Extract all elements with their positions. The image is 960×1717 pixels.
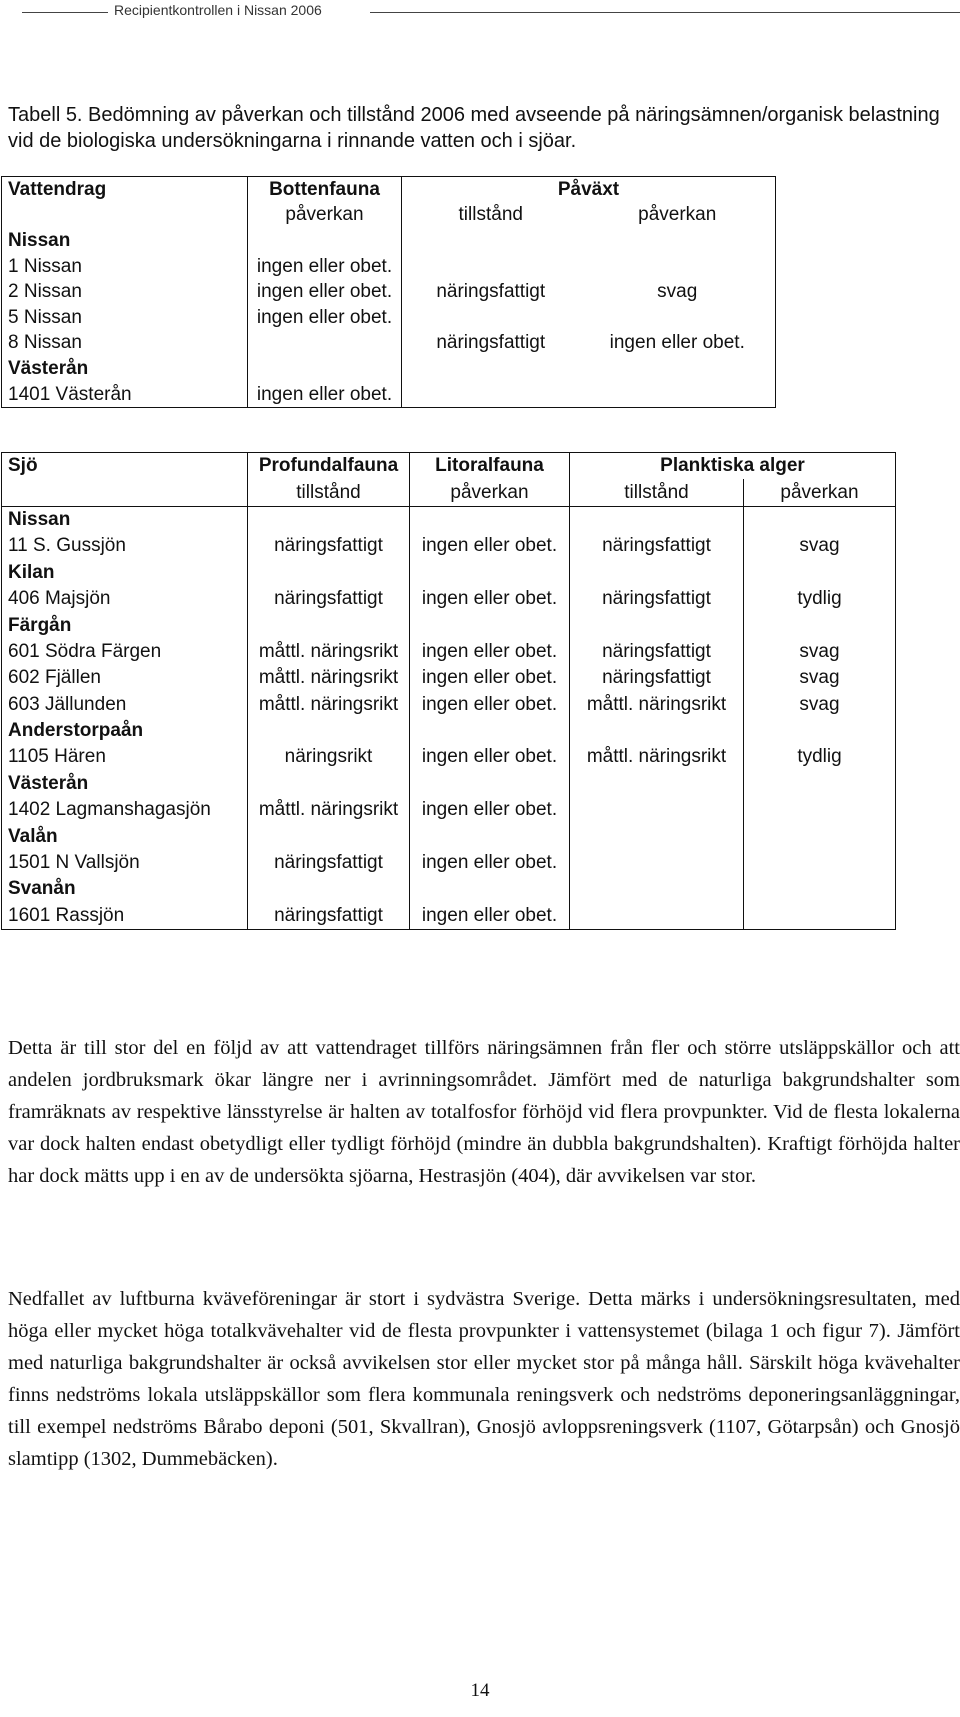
cell-plankt-tillstand — [570, 506, 744, 533]
cell-litoral-paverkan — [410, 876, 570, 902]
cell-litoral-paverkan: ingen eller obet. — [410, 903, 570, 930]
cell-plankt-tillstand — [570, 612, 744, 638]
cell-profundal-tillstand — [248, 718, 410, 744]
cell-litoral-paverkan: ingen eller obet. — [410, 744, 570, 770]
table-header-row — [2, 177, 776, 203]
cell-pavaxt-paverkan — [580, 356, 776, 382]
cell-plankt-paverkan — [744, 506, 896, 533]
table-row — [2, 692, 896, 718]
cell-profundal-tillstand: näringsfattigt — [248, 586, 410, 612]
row-label: Svanån — [2, 876, 248, 902]
row-label: Anderstorpaån — [2, 718, 248, 744]
cell-plankt-tillstand — [570, 797, 744, 823]
cell-bottenfauna-paverkan: ingen eller obet. — [248, 382, 402, 408]
cell-profundal-tillstand — [248, 823, 410, 849]
table-group-row — [2, 823, 896, 849]
cell-pavaxt-tillstand: näringsfattigt — [436, 332, 546, 354]
cell-pavaxt-tillstand — [402, 305, 580, 331]
cell-litoral-paverkan: ingen eller obet. — [410, 665, 570, 691]
cell-plankt-paverkan — [744, 612, 896, 638]
cell-litoral-paverkan: ingen eller obet. — [410, 797, 570, 823]
header-sjo: Sjö — [2, 453, 248, 480]
cell-plankt-tillstand — [570, 876, 744, 902]
table-row — [2, 533, 896, 559]
row-label: 602 Fjällen — [2, 665, 248, 691]
cell-pavaxt-paverkan — [580, 254, 776, 280]
cell-plankt-paverkan — [744, 903, 896, 930]
table-row — [2, 382, 776, 408]
cell-pavaxt-paverkan: svag — [657, 281, 698, 303]
cell-pavaxt-tillstand — [402, 382, 580, 408]
cell-profundal-tillstand: måttl. näringsrikt — [248, 639, 410, 665]
subheader-pavaxt-paverkan: påverkan — [638, 204, 717, 226]
table-group-row — [2, 506, 896, 533]
cell-plankt-tillstand: måttl. näringsrikt — [570, 692, 744, 718]
cell-plankt-paverkan: svag — [799, 693, 840, 715]
table-row — [2, 254, 776, 280]
cell-bottenfauna-paverkan — [248, 356, 402, 382]
table-group-row — [2, 356, 776, 382]
cell-litoral-paverkan: ingen eller obet. — [410, 850, 570, 876]
cell-plankt-paverkan: svag — [799, 667, 840, 689]
cell-pavaxt-tillstand — [402, 356, 580, 382]
cell-litoral-paverkan: ingen eller obet. — [410, 533, 570, 559]
row-label: 601 Södra Färgen — [2, 639, 248, 665]
cell-profundal-tillstand — [248, 771, 410, 797]
row-label: 5 Nissan — [2, 305, 248, 331]
table-row — [2, 797, 896, 823]
cell-plankt-paverkan — [744, 850, 896, 876]
row-label: Västerån — [2, 356, 248, 382]
subheader-plankt-tillstand: tillstånd — [570, 479, 744, 506]
cell-plankt-paverkan — [744, 718, 896, 744]
cell-pavaxt-paverkan — [580, 305, 776, 331]
table-row — [2, 639, 896, 665]
row-label: 1 Nissan — [2, 254, 248, 280]
header-planktiska-alger: Planktiska alger — [660, 455, 805, 477]
table-group-row — [2, 560, 896, 586]
cell-plankt-paverkan: tydlig — [797, 746, 842, 768]
cell-plankt-paverkan — [744, 560, 896, 586]
cell-plankt-tillstand: näringsfattigt — [570, 533, 744, 559]
cell-plankt-paverkan: svag — [799, 640, 840, 662]
table-caption: Tabell 5. Bedömning av påverkan och tillstånd 2006 med avseende på näringsämnen/organisk belastning vid de biologiska undersökningarna i rinnande vatten och i sjöar. — [8, 104, 940, 152]
cell-pavaxt-tillstand — [402, 254, 580, 280]
subheader-empty — [2, 203, 248, 229]
row-label: 1601 Rassjön — [2, 903, 248, 930]
cell-bottenfauna-paverkan — [248, 331, 402, 357]
table-row — [2, 279, 776, 305]
cell-plankt-tillstand — [570, 850, 744, 876]
cell-profundal-tillstand: näringsfattigt — [248, 533, 410, 559]
cell-litoral-paverkan — [410, 771, 570, 797]
row-label: 1402 Lagmanshagasjön — [2, 797, 248, 823]
row-label: Färgån — [2, 612, 248, 638]
cell-plankt-tillstand: näringsfattigt — [570, 665, 744, 691]
table-group-row — [2, 612, 896, 638]
subheader-plankt-paverkan: påverkan — [744, 479, 896, 506]
subheader-profundal-tillstand: tillstånd — [248, 479, 410, 506]
row-label: 406 Majsjön — [2, 586, 248, 612]
row-label: Nissan — [2, 228, 248, 254]
cell-plankt-paverkan: tydlig — [797, 588, 842, 610]
row-label: Västerån — [2, 771, 248, 797]
row-label: Valån — [2, 823, 248, 849]
table-header-row — [2, 453, 896, 480]
table-subheader-row — [2, 479, 896, 506]
header-bottenfauna: Bottenfauna — [248, 177, 402, 203]
row-label: 1105 Hären — [2, 744, 248, 770]
table-group-row — [2, 228, 776, 254]
cell-profundal-tillstand: måttl. näringsrikt — [248, 692, 410, 718]
running-header-title: Recipientkontrollen i Nissan 2006 — [114, 2, 322, 18]
header-profundalfauna: Profundalfauna — [248, 453, 410, 480]
cell-litoral-paverkan: ingen eller obet. — [410, 692, 570, 718]
table-group-row — [2, 718, 896, 744]
cell-litoral-paverkan: ingen eller obet. — [410, 639, 570, 665]
cell-bottenfauna-paverkan — [248, 228, 402, 254]
cell-profundal-tillstand — [248, 506, 410, 533]
body-paragraph-1: Detta är till stor del en följd av att vattendraget tillförs näringsämnen från fler och större utsläppskällor och att andelen jordbruksmark ökar längre ner i avrinningsområdet. Jämfört med de naturliga bakgrundshalter som framräknats av respektive länsstyrelse är halten av totalfosfor förhöjd vid flera provpunkter. Vid de flesta lokalerna var dock halten endast obetydligt eller tydligt förhöjd (mindre än dubbla bakgrundshalten). Kraftigt förhöjda halter har dock mätts upp i en av de undersökta sjöarna, Hestrasjön (404), där avvikelsen var stor. — [8, 1037, 960, 1187]
table-row — [2, 744, 896, 770]
header-litoralfauna: Litoralfauna — [410, 453, 570, 480]
cell-plankt-paverkan: svag — [799, 535, 840, 557]
cell-plankt-tillstand — [570, 903, 744, 930]
cell-profundal-tillstand: måttl. näringsrikt — [248, 665, 410, 691]
table-row — [2, 903, 896, 930]
cell-profundal-tillstand — [248, 876, 410, 902]
row-label: 11 S. Gussjön — [2, 533, 248, 559]
table-row — [2, 331, 776, 357]
cell-litoral-paverkan — [410, 506, 570, 533]
cell-pavaxt-paverkan — [580, 228, 776, 254]
table-row — [2, 305, 776, 331]
cell-plankt-tillstand — [570, 771, 744, 797]
header-rule-left — [22, 12, 108, 13]
cell-profundal-tillstand — [248, 560, 410, 586]
subheader-empty — [2, 479, 248, 506]
table-row — [2, 665, 896, 691]
cell-profundal-tillstand: näringsrikt — [248, 744, 410, 770]
cell-profundal-tillstand: näringsfattigt — [248, 903, 410, 930]
cell-profundal-tillstand: måttl. näringsrikt — [248, 797, 410, 823]
cell-plankt-tillstand: näringsfattigt — [570, 639, 744, 665]
subheader-bottenfauna-paverkan: påverkan — [248, 203, 402, 229]
row-label: 1401 Västerån — [2, 382, 248, 408]
cell-pavaxt-paverkan — [580, 382, 776, 408]
table-row — [2, 586, 896, 612]
header-pavaxt: Påväxt — [557, 178, 620, 200]
cell-plankt-tillstand: näringsfattigt — [570, 586, 744, 612]
row-label: 2 Nissan — [2, 279, 248, 305]
cell-plankt-tillstand — [570, 823, 744, 849]
cell-plankt-paverkan — [744, 797, 896, 823]
cell-litoral-paverkan: ingen eller obet. — [410, 586, 570, 612]
header-vattendrag: Vattendrag — [2, 177, 248, 203]
cell-litoral-paverkan — [410, 612, 570, 638]
table-row — [2, 850, 896, 876]
cell-plankt-tillstand — [570, 718, 744, 744]
cell-plankt-paverkan — [744, 771, 896, 797]
row-label: Kilan — [2, 560, 248, 586]
running-header — [0, 0, 960, 24]
cell-bottenfauna-paverkan: ingen eller obet. — [248, 305, 402, 331]
cell-profundal-tillstand — [248, 612, 410, 638]
subheader-pavaxt-tillstand: tillstånd — [458, 204, 523, 226]
cell-bottenfauna-paverkan: ingen eller obet. — [248, 279, 402, 305]
cell-litoral-paverkan — [410, 823, 570, 849]
cell-bottenfauna-paverkan: ingen eller obet. — [248, 254, 402, 280]
cell-pavaxt-paverkan: ingen eller obet. — [609, 332, 745, 354]
table-subheader-row — [2, 203, 776, 229]
cell-pavaxt-tillstand — [402, 228, 580, 254]
cell-litoral-paverkan — [410, 560, 570, 586]
page-number: 14 — [470, 1680, 490, 1701]
cell-plankt-paverkan — [744, 823, 896, 849]
row-label: 1501 N Vallsjön — [2, 850, 248, 876]
table-sjoar — [1, 452, 896, 930]
row-label: Nissan — [2, 506, 248, 533]
row-label: 8 Nissan — [2, 331, 248, 357]
body-paragraph-2: Nedfallet av luftburna kväveföreningar är stort i sydvästra Sverige. Detta märks i undersökningsresultaten, med höga eller mycket höga totalkvävehalter vid de flesta provpunkter i vattensystemet (bilaga 1 och figur 7). Jämfört med naturliga bakgrundshalter är också avvikelsen stor eller mycket stor på många håll. Särskilt höga kvävehalter finns nedströms lokala utsläppskällor som flera kommunala reningsverk och nedströms deponeringsanläggningar, till exempel nedströms Bårabo deponi (501, Skvallran), Gnosjö avloppsreningsverk (1107, Götarpsån) och Gnosjö slamtipp (1302, Dummebäcken). — [8, 1288, 960, 1470]
subheader-litoral-paverkan: påverkan — [410, 479, 570, 506]
cell-pavaxt-tillstand: näringsfattigt — [436, 281, 546, 303]
cell-plankt-tillstand: måttl. näringsrikt — [570, 744, 744, 770]
table-group-row — [2, 876, 896, 902]
header-rule-right — [370, 12, 960, 13]
table-group-row — [2, 771, 896, 797]
cell-profundal-tillstand: näringsfattigt — [248, 850, 410, 876]
cell-litoral-paverkan — [410, 718, 570, 744]
cell-plankt-paverkan — [744, 876, 896, 902]
row-label: 603 Jällunden — [2, 692, 248, 718]
table-vattendrag — [1, 176, 776, 408]
cell-plankt-tillstand — [570, 560, 744, 586]
